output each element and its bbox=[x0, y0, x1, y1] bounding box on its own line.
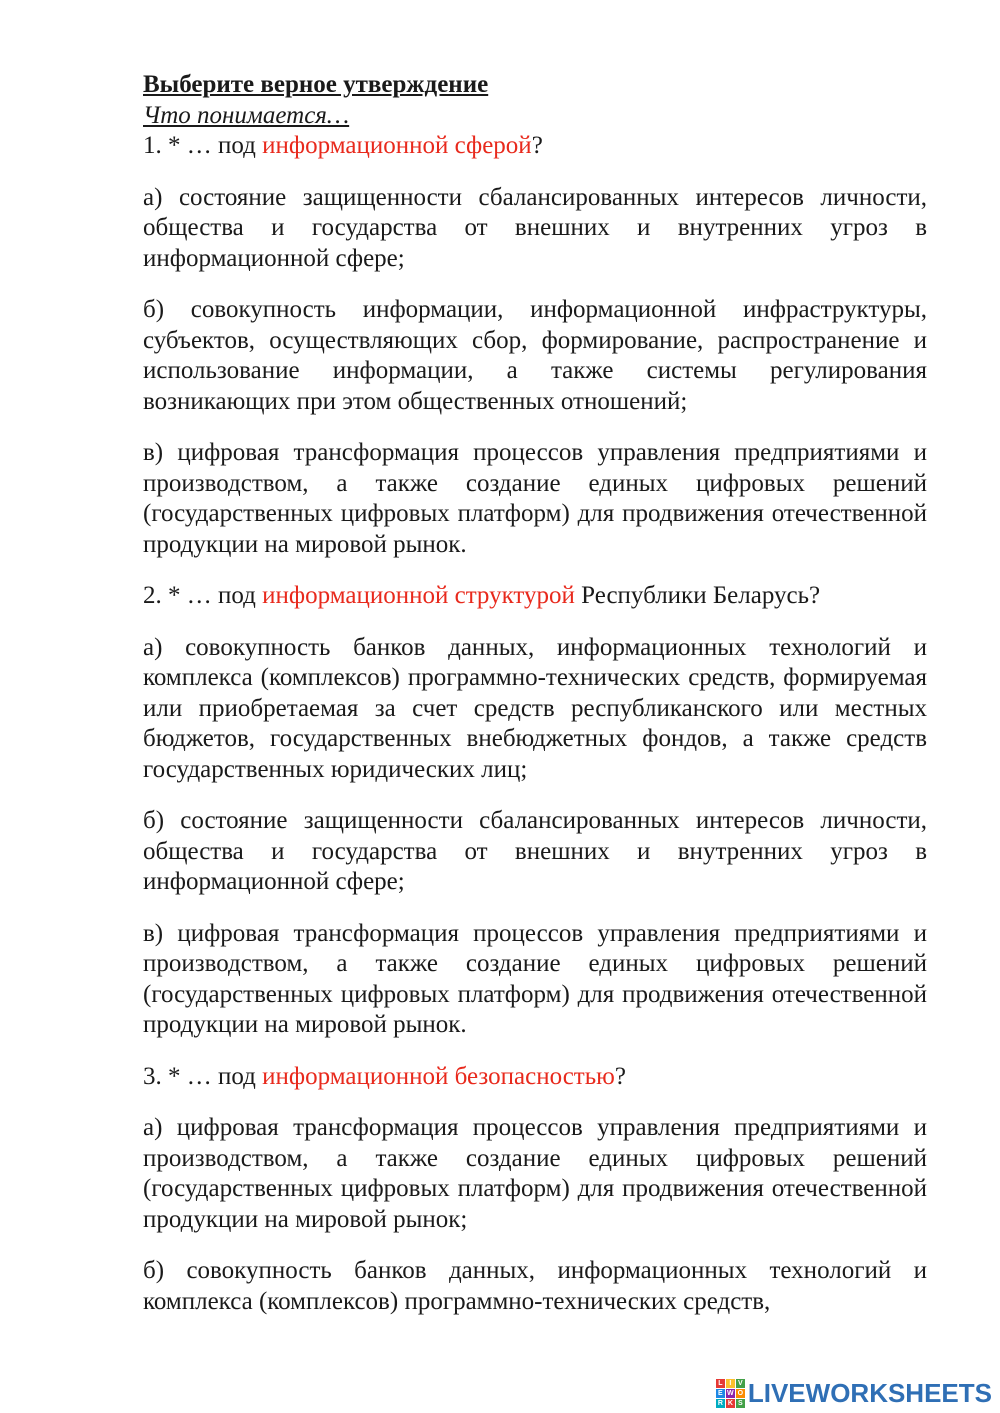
question-suffix: ? bbox=[531, 132, 543, 159]
question-text bbox=[143, 1062, 927, 1093]
liveworksheets-logo[interactable] bbox=[716, 1378, 992, 1409]
answer-option-a[interactable]: а) состояние защищенности сбалансированных интересов личности, общества и государства от внешних и внутренних угроз в информационной сфере; bbox=[143, 183, 927, 272]
question-suffix: Республики Беларусь? bbox=[574, 582, 821, 609]
document-page bbox=[143, 70, 927, 1317]
question-highlight: информационной безопасностью bbox=[262, 1062, 615, 1090]
logo-grid-cell: K bbox=[727, 1400, 733, 1407]
logo-grid-cell: V bbox=[736, 1379, 745, 1388]
answer-option-c[interactable]: в) цифровая трансформация процессов управления предприятиями и производством, а также создание единых цифровых решений (государственных цифровых платформ) для продвижения отечественной продукции на мировой рынок. bbox=[143, 439, 927, 558]
question-highlight: информационной структурой bbox=[262, 582, 575, 609]
logo-text: LIVEWORKSHEETS bbox=[747, 1378, 992, 1408]
answer-option-b[interactable]: б) совокупность банков данных, информационных технологий и комплекса (комплексов) программно-технических средств, bbox=[143, 1257, 927, 1315]
logo-grid-cell: W bbox=[727, 1390, 734, 1397]
question-highlight: информационной сферой bbox=[262, 132, 532, 159]
answer-option-c[interactable]: в) цифровая трансформация процессов управления предприятиями и производством, а также создание единых цифровых решений (государственных цифровых платформ) для продвижения отечественной продукции на мировой рынок. bbox=[143, 919, 927, 1038]
answer-option-b[interactable]: б) состояние защищенности сбалансированных интересов личности, общества и государства от внешних и внутренних угроз в информационной сфере; bbox=[143, 807, 927, 895]
answer-option-a[interactable]: а) цифровая трансформация процессов управления предприятиями и производством, а также создание единых цифровых решений (государственных цифровых платформ) для продвижения отечественной продукции на мировой рынок; bbox=[143, 1114, 927, 1233]
logo-grid-cell: O bbox=[737, 1390, 744, 1397]
answer-option-a[interactable]: а) совокупность банков данных, информационных технологий и комплекса (комплексов) программно-технических средств, формируемая или приобретаемая за счет средств республиканского или местных бюджетов, государственных внебюджетных фондов, а также средств государственных юридических лиц; bbox=[143, 633, 927, 783]
logo-grid-cell: I bbox=[726, 1379, 735, 1388]
answer-option-b[interactable]: б) совокупность информации, информационной инфраструктуры, субъектов, осуществляющих сбор, формирование, распространение и использование информации, а также системы регулирования возникающих при этом общественных отношений; bbox=[143, 296, 927, 415]
question-block bbox=[143, 1062, 927, 1318]
question-prefix: 2. * … под bbox=[143, 582, 263, 609]
question-text bbox=[143, 581, 927, 612]
logo-grid-cell: L bbox=[716, 1379, 725, 1388]
question-text bbox=[143, 131, 927, 162]
page-title: Выберите верное утверждение bbox=[143, 71, 489, 98]
logo-grid-cell: E bbox=[716, 1389, 725, 1398]
question-suffix: ? bbox=[614, 1062, 626, 1090]
page-subtitle: Что понимается… bbox=[143, 101, 350, 129]
question-prefix: 1. * … под bbox=[143, 132, 263, 159]
logo-grid-cell: R bbox=[717, 1400, 723, 1407]
question-prefix: 3. * … под bbox=[143, 1062, 263, 1090]
question-block bbox=[143, 131, 927, 560]
question-block bbox=[143, 581, 927, 1041]
logo-grid-icon bbox=[716, 1379, 745, 1408]
logo-grid-cell: S bbox=[736, 1399, 745, 1408]
